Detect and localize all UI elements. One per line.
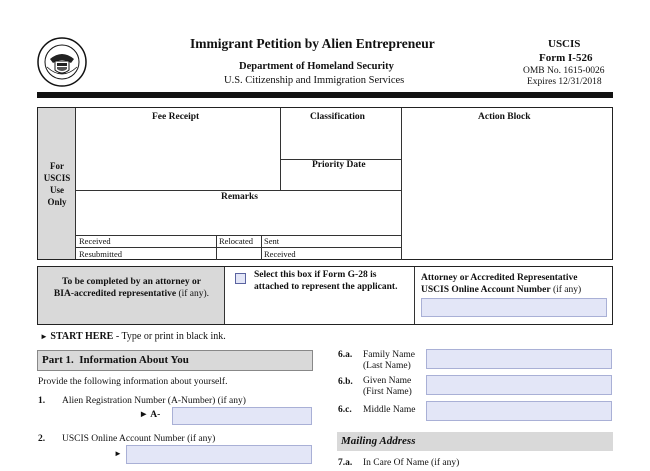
form-number: Form I-526 (539, 52, 593, 64)
q1-number: 1. (38, 396, 46, 406)
g28-checkbox[interactable] (235, 273, 246, 284)
form-title: Immigrant Petition by Alien Entrepreneur (190, 36, 435, 51)
priority-date-label: Priority Date (312, 160, 366, 170)
q2-label: USCIS Online Account Number (if any) (62, 434, 216, 444)
q1-prefix: ► A- (139, 410, 161, 420)
uscis-use-only-block (37, 107, 613, 260)
side-label-only: Only (47, 197, 67, 207)
divider (76, 190, 401, 191)
q6c-number: 6.c. (338, 405, 352, 415)
attorney-instruction-line1: To be completed by an attorney or (62, 277, 201, 287)
divider (76, 247, 401, 248)
expiration-date: Expires 12/31/2018 (527, 77, 602, 87)
classification-label: Classification (310, 112, 365, 122)
fee-receipt-label: Fee Receipt (152, 112, 200, 122)
attorney-account-input[interactable] (421, 298, 607, 317)
dhs-seal (37, 37, 87, 87)
remarks-label: Remarks (221, 192, 258, 202)
q7a-label: In Care Of Name (if any) (363, 458, 460, 468)
attorney-account-label: Attorney or Accredited Representative USCIS Online Account Number (if any) (421, 273, 582, 295)
uscis-side-panel (38, 108, 76, 259)
q2-number: 2. (38, 434, 46, 444)
g28-checkbox-label: Select this box if Form G-28 is attached to represent the applicant. (254, 270, 398, 292)
received-label: Received (79, 236, 111, 246)
family-name-input[interactable] (426, 349, 612, 369)
side-label-uscis: USCIS (43, 173, 71, 183)
part1-intro: Provide the following information about yourself. (38, 377, 228, 387)
divider (216, 235, 217, 260)
omb-number: OMB No. 1615-0026 (523, 66, 605, 76)
resubmitted-label: Resubmitted (79, 249, 122, 259)
divider (401, 108, 402, 260)
middle-name-input[interactable] (426, 401, 612, 421)
attorney-instruction-line2: BIA-accredited representative (53, 289, 177, 299)
part1-heading: Part 1. Information About You (37, 350, 313, 371)
sent-label: Sent (264, 236, 280, 246)
a-number-input[interactable] (172, 407, 312, 425)
start-here-line: ► START HERE - Type or print in black ink. (40, 331, 226, 342)
q6a-number: 6.a. (338, 350, 353, 360)
attorney-instruction-suffix: (if any). (176, 289, 210, 299)
received2-label: Received (264, 249, 296, 259)
department-name: Department of Homeland Security (239, 61, 394, 72)
uscis-account-input[interactable] (126, 445, 312, 464)
attorney-left-panel (38, 267, 225, 324)
start-arrow-icon: ► (40, 332, 48, 341)
divider (414, 267, 415, 324)
mailing-address-heading: Mailing Address (337, 432, 613, 451)
agency-short: USCIS (548, 38, 581, 50)
side-label-for: For (50, 161, 64, 171)
given-name-input[interactable] (426, 375, 612, 395)
q2-prefix: ► (114, 449, 122, 458)
action-block-label: Action Block (478, 112, 531, 122)
divider (261, 235, 262, 260)
q7a-number: 7.a. (338, 458, 353, 468)
q6c-label: Middle Name (363, 405, 416, 415)
q6a-label: Family Name (Last Name) (363, 350, 415, 371)
side-label-use: Use (50, 185, 64, 195)
q1-label: Alien Registration Number (A-Number) (if any) (62, 396, 246, 406)
q6b-number: 6.b. (338, 377, 353, 387)
header-rule (37, 92, 613, 98)
relocated-label: Relocated (219, 236, 253, 246)
q6b-label: Given Name (First Name) (363, 376, 412, 397)
divider (280, 108, 281, 190)
agency-name: U.S. Citizenship and Immigration Services (224, 75, 405, 86)
